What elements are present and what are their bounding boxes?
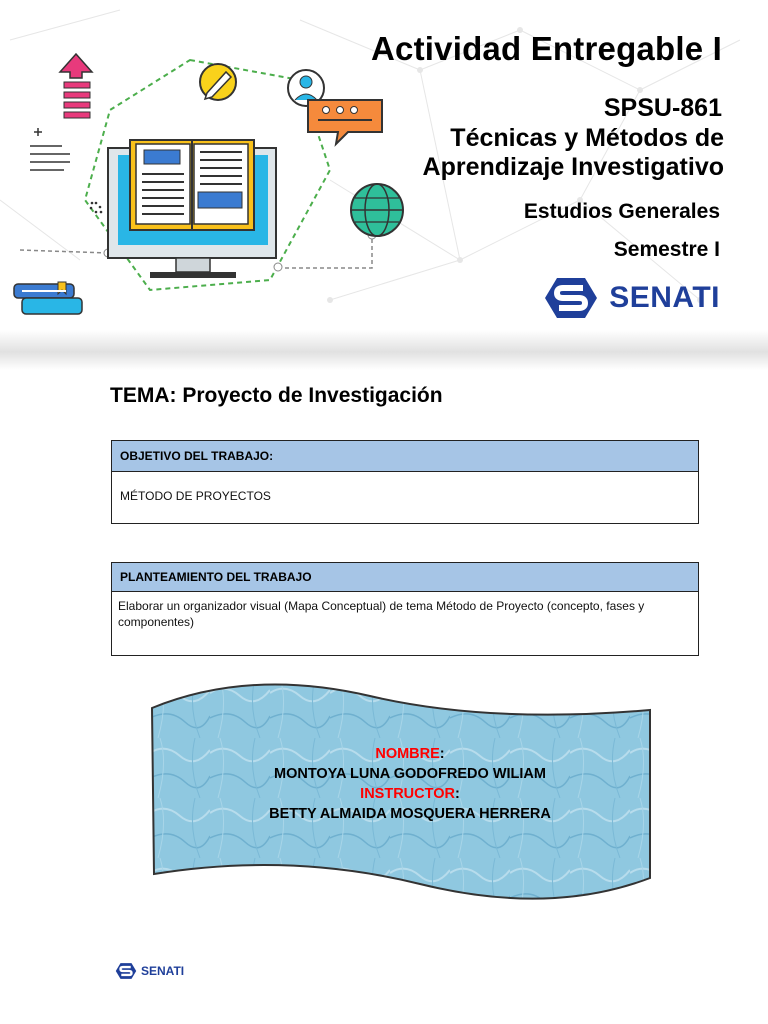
footer-wordmark: SENATI [141, 964, 185, 978]
objective-heading: OBJETIVO DEL TRABAJO: [112, 441, 698, 472]
header-divider-shadow [0, 330, 768, 370]
course-name-line1: Técnicas y Métodos de [450, 124, 724, 152]
instructor-name: BETTY ALMAIDA MOSQUERA HERRERA [269, 806, 551, 822]
objective-box [111, 440, 699, 524]
topic-heading [110, 384, 443, 408]
objective-text: MÉTODO DE PROYECTOS [120, 489, 271, 503]
instructor-label-line: INSTRUCTOR: [360, 786, 460, 802]
student-name: MONTOYA LUNA GODOFREDO WILIAM [273, 766, 546, 782]
footer-logo [115, 962, 184, 980]
name-label: NOMBRE [375, 746, 440, 762]
course-name [384, 124, 724, 182]
education-illustration [0, 0, 420, 330]
books-icon [14, 282, 82, 314]
course-code: SPSU-861 [603, 94, 722, 122]
program-name: Estudios Generales [523, 200, 720, 223]
semester: Semestre I [613, 238, 720, 261]
senati-logo-icon [115, 962, 137, 980]
up-arrow-icon [60, 54, 92, 118]
globe-icon [351, 184, 403, 236]
lines-icon [30, 128, 70, 170]
header-banner [0, 0, 768, 360]
statement-text: Elaborar un organizador visual (Mapa Conceptual) de tema Método de Proyecto (concepto, fases y componentes) [118, 599, 645, 629]
page-title: Actividad Entregable I [371, 30, 722, 67]
senati-wordmark: SENATI [609, 281, 720, 314]
senati-logo [543, 276, 720, 320]
topic-label: TEMA: [110, 384, 177, 407]
statement-box [111, 562, 699, 656]
instructor-label: INSTRUCTOR [360, 786, 455, 802]
senati-logo-icon [543, 276, 599, 320]
course-name-line2: Aprendizaje Investigativo [422, 153, 724, 181]
statement-heading: PLANTEAMIENTO DEL TRABAJO [112, 563, 698, 592]
credits [160, 744, 660, 824]
pencil-icon [200, 64, 236, 100]
book-monitor-icon [108, 140, 276, 278]
topic-value: Proyecto de Investigación [182, 384, 443, 407]
name-label-line: NOMBRE: [375, 746, 445, 762]
